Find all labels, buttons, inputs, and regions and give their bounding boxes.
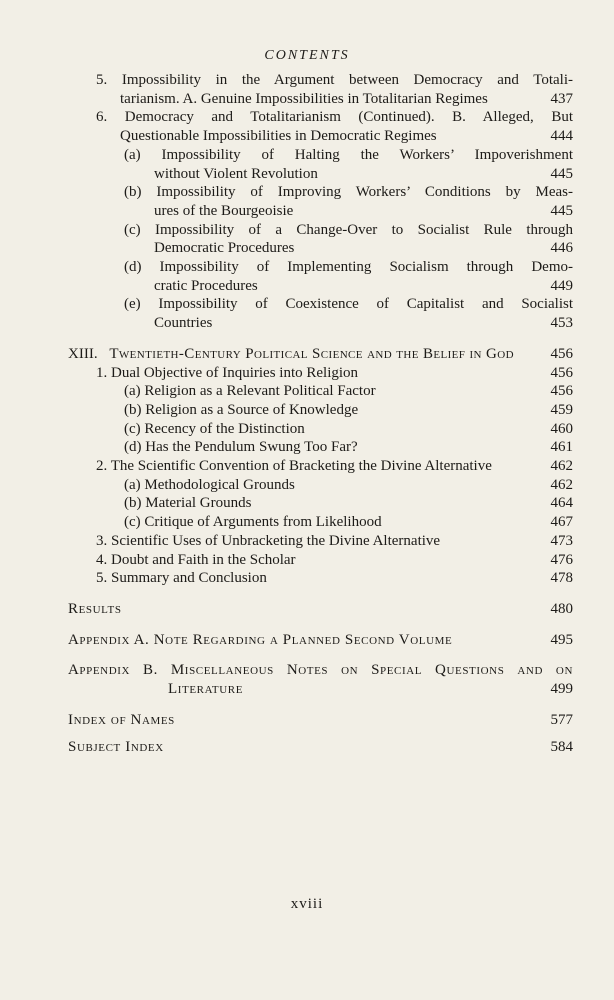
page-number: 577 [550,711,573,728]
page-number: 453 [550,315,573,332]
page-number: 456 [550,383,573,400]
page-number: 461 [550,439,573,456]
toc-entry-6a-line2: without Violent Revolution [154,165,318,182]
page-number: 584 [550,738,573,755]
toc-results [68,600,573,619]
toc-entry-13-2a [68,476,573,495]
page-number: 445 [550,202,573,219]
toc-entry-text: 2. The Scientific Convention of Bracketing the Divine Alternative [96,458,492,475]
toc-entry-13-2c [68,513,573,532]
toc-entry-6c-line1: (c) Impossibility of a Change-Over to Socialist Rule through [124,221,573,238]
chapter-title: Twentieth-Century Political Science and the Belief in God [109,345,514,362]
toc-entry-13-4 [68,551,573,570]
toc-entry-13-1d [68,438,573,457]
toc-entry-6d-line1: (d) Impossibility of Implementing Socialism through Demo- [124,259,573,276]
page-number: 445 [550,165,573,182]
toc-entry-13-5 [68,569,573,588]
page-number: 462 [550,476,573,493]
toc-entry-13-1b [68,401,573,420]
spacer [68,730,573,738]
toc-entry-text: 1. Dual Objective of Inquiries into Religion [96,364,359,381]
toc-entry-6b [68,183,573,220]
spacer [68,333,573,345]
spacer [68,649,573,661]
toc-entry-6d [68,258,573,295]
toc-entry-13-2b [68,494,573,513]
toc-entry-6a-line1: (a) Impossibility of Halting the Workers’ Impoverishment [124,146,573,163]
toc-entry-text: (a) Methodological Grounds [124,476,295,493]
toc-entry-13-1 [68,364,573,383]
toc-entry-text: 5. Summary and Conclusion [96,570,267,587]
toc-entry-text: (c) Critique of Arguments from Likelihood [124,514,382,531]
toc-entry-text: Appendix A. Note Regarding a Planned Second Volume [68,631,453,648]
spacer [68,619,573,631]
toc-entry-6b-line2: ures of the Bourgeoisie [154,202,294,219]
toc-entry-line2: Literature [168,681,244,698]
toc-entry-6e [68,295,573,332]
table-of-contents [68,71,573,756]
toc-entry-6e-line1: (e) Impossibility of Coexistence of Capitalist and Socialist [124,296,573,313]
chapter-heading-line [68,345,573,364]
page-number: 476 [550,551,573,568]
page-number: 459 [550,401,573,418]
toc-entry-text: (a) Religion as a Relevant Political Factor [124,383,376,400]
page-number: 462 [550,458,573,475]
page-number: 478 [550,570,573,587]
toc-entry-6-line1: 6. Democracy and Totalitarianism (Continued). B. Alleged, But [96,109,573,126]
toc-entry-13-1c [68,420,573,439]
toc-entry-text: 3. Scientific Uses of Unbracketing the Divine Alternative [96,532,441,549]
toc-entry-13-1a [68,382,573,401]
toc-entry-6a [68,146,573,183]
page-number: 449 [550,277,573,294]
toc-entry-text: Subject Index [68,738,164,755]
toc-entry-6e-line2: Countries [154,315,213,332]
toc-entry-5-line1: 5. Impossibility in the Argument between Democracy and Totali- [96,72,573,88]
toc-entry-text: Results [68,600,122,617]
toc-entry-5 [68,71,573,108]
page-number: 467 [550,514,573,531]
page-number: 473 [550,532,573,549]
running-head: CONTENTS [264,48,350,63]
page-number: 499 [550,681,573,698]
toc-appendix-a [68,631,573,650]
chapter-number: XIII. [68,345,98,362]
toc-entry-text: 4. Doubt and Faith in the Scholar [96,551,296,568]
toc-chapter-13 [68,345,573,364]
page-number: 460 [550,420,573,437]
toc-entry-6d-line2: cratic Procedures [154,277,258,294]
toc-entry-6c [68,221,573,258]
toc-entry-5-line2: tarianism. A. Genuine Impossibilities in Totalitarian Regimes [120,90,488,107]
toc-entry-13-3 [68,532,573,551]
toc-entry-line1: Appendix B. Miscellaneous Notes on Special Questions and on [68,662,573,679]
toc-entry-6b-line1: (b) Impossibility of Improving Workers’ Conditions by Meas- [124,184,573,201]
page-number: 456 [550,364,573,381]
toc-entry-13-2 [68,457,573,476]
page-number: 437 [550,90,573,107]
toc-entry-6-line2: Questionable Impossibilities in Democratic Regimes [120,128,437,145]
page-number: 444 [550,128,573,145]
page-number: 480 [550,600,573,617]
toc-subject-index [68,738,573,757]
toc-entry-text: (c) Recency of the Distinction [124,420,305,437]
spacer [68,588,573,600]
toc-entry-text: Index of Names [68,711,175,728]
page-number: 495 [550,631,573,648]
toc-appendix-b [68,661,573,698]
page-number: 456 [550,345,573,362]
toc-entry-6c-line2: Democratic Procedures [154,240,295,257]
toc-index-of-names [68,711,573,730]
page-number: 446 [550,240,573,257]
toc-entry-6 [68,108,573,145]
page-number: 464 [550,495,573,512]
page-folio: xviii [290,896,324,912]
toc-entry-text: (b) Religion as a Source of Knowledge [124,401,359,418]
toc-entry-text: (d) Has the Pendulum Swung Too Far? [124,439,358,456]
toc-entry-text: (b) Material Grounds [124,495,252,512]
spacer [68,699,573,711]
